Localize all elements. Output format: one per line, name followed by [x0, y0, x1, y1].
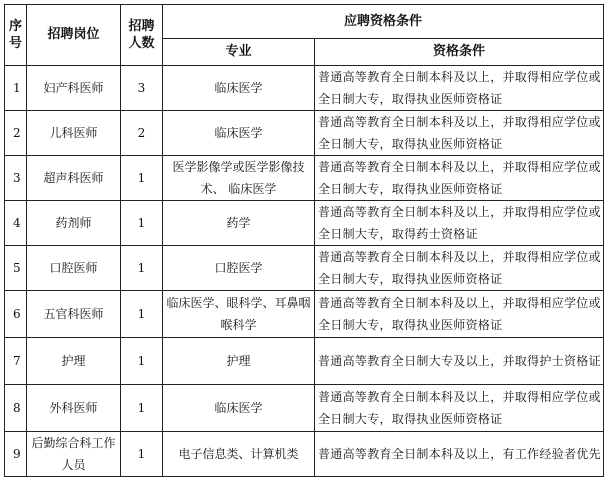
table-row	[5, 385, 604, 432]
row-major: 口腔医学	[163, 246, 315, 291]
row-qualification: 普通高等教育全日制本科及以上，并取得相应学位或全日制大专，取得执业医师资格证	[315, 156, 604, 201]
row-position: 儿科医师	[27, 111, 121, 156]
row-seq: 9	[5, 432, 27, 477]
table-row	[5, 111, 604, 156]
row-position: 药剂师	[27, 201, 121, 246]
row-seq: 1	[5, 66, 27, 111]
row-qualification: 普通高等教育全日制本科及以上，并取得相应学位或全日制大专，取得执业医师资格证	[315, 246, 604, 291]
row-qualification: 普通高等教育全日制大专及以上，并取得护士资格证	[315, 338, 604, 385]
row-seq: 2	[5, 111, 27, 156]
table-row	[5, 156, 604, 201]
header-position: 招聘岗位	[27, 5, 121, 66]
table-row	[5, 66, 604, 111]
row-count: 1	[121, 156, 163, 201]
row-qualification: 普通高等教育全日制本科及以上，并取得相应学位或全日制大专，取得执业医师资格证	[315, 66, 604, 111]
header-requirements: 应聘资格条件	[163, 5, 604, 39]
row-seq: 7	[5, 338, 27, 385]
row-count: 1	[121, 338, 163, 385]
table-row	[5, 291, 604, 338]
row-major: 临床医学	[163, 66, 315, 111]
header-qualification: 资格条件	[315, 39, 604, 66]
row-seq: 6	[5, 291, 27, 338]
row-count: 2	[121, 111, 163, 156]
row-position: 口腔医师	[27, 246, 121, 291]
row-qualification: 普通高等教育全日制本科及以上，并取得相应学位或全日制大专，取得执业医师资格证	[315, 111, 604, 156]
row-position: 后勤综合科工作人员	[27, 432, 121, 477]
row-position: 超声科医师	[27, 156, 121, 201]
row-seq: 4	[5, 201, 27, 246]
row-count: 1	[121, 201, 163, 246]
row-major: 护理	[163, 338, 315, 385]
row-seq: 5	[5, 246, 27, 291]
row-count: 1	[121, 246, 163, 291]
table-row	[5, 246, 604, 291]
header-seq: 序号	[5, 5, 27, 66]
row-position: 妇产科医师	[27, 66, 121, 111]
row-major: 临床医学	[163, 385, 315, 432]
row-qualification: 普通高等教育全日制本科及以上，并取得相应学位或全日制大专，取得执业医师资格证	[315, 385, 604, 432]
row-major: 临床医学、眼科学、耳鼻咽喉科学	[163, 291, 315, 338]
row-major: 药学	[163, 201, 315, 246]
row-position: 外科医师	[27, 385, 121, 432]
row-major: 临床医学	[163, 111, 315, 156]
row-position: 护理	[27, 338, 121, 385]
table-row	[5, 432, 604, 477]
row-qualification: 普通高等教育全日制本科及以上，并取得相应学位或全日制大专，取得执业医师资格证	[315, 291, 604, 338]
row-seq: 3	[5, 156, 27, 201]
header-major: 专业	[163, 39, 315, 66]
table-row	[5, 201, 604, 246]
row-major: 电子信息类、计算机类	[163, 432, 315, 477]
row-count: 1	[121, 291, 163, 338]
recruitment-table	[4, 4, 604, 477]
row-qualification: 普通高等教育全日制本科及以上，并取得相应学位或全日制大专，取得药士资格证	[315, 201, 604, 246]
table-row	[5, 338, 604, 385]
row-qualification: 普通高等教育全日制本科及以上，有工作经验者优先	[315, 432, 604, 477]
row-seq: 8	[5, 385, 27, 432]
row-count: 1	[121, 385, 163, 432]
row-count: 1	[121, 432, 163, 477]
row-position: 五官科医师	[27, 291, 121, 338]
header-count: 招聘人数	[121, 5, 163, 66]
row-count: 3	[121, 66, 163, 111]
row-major: 医学影像学或医学影像技术、 临床医学	[163, 156, 315, 201]
